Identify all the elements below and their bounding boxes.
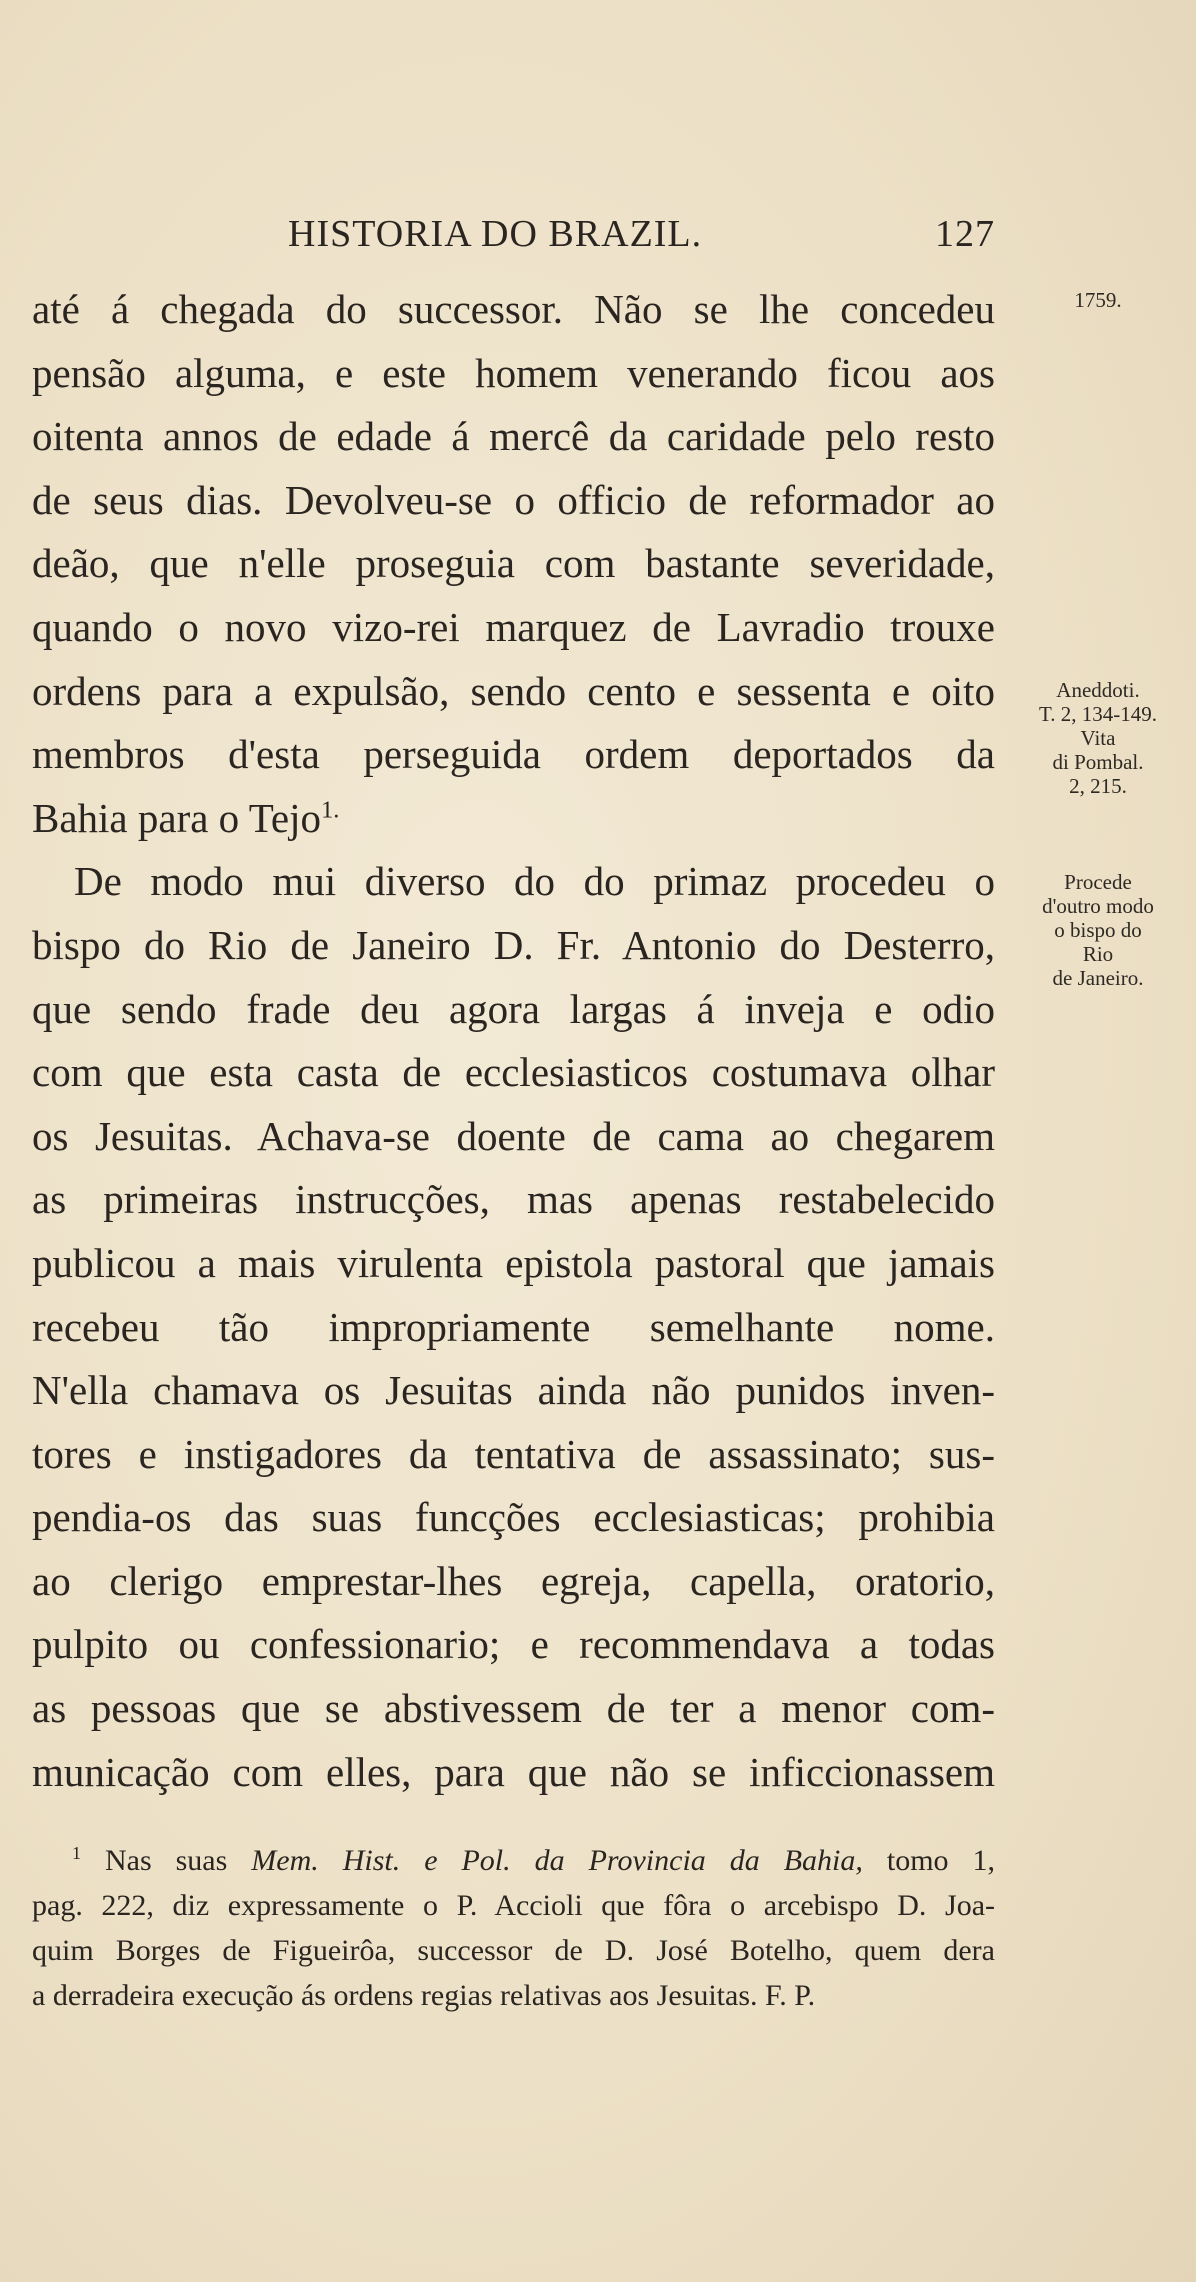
text-line: publicou a mais virulenta epistola pastoral que jamais [32,1239,995,1286]
text-line: pensão alguma, e este homem venerando ficou aos [32,349,995,396]
margin-line: d'outro modo [1042,894,1154,918]
running-header [260,212,995,262]
text-line: as pessoas que se abstivessem de ter a menor com- [32,1685,995,1732]
text-line: oitenta annos de edade á mercê da caridade pelo resto [32,413,995,460]
footnote-line: quim Borges de Figueirôa, successor de D. José Botelho, quem dera [32,1934,995,1967]
margin-line: di Pombal. [1052,750,1144,774]
text-line: pendia-os das suas funcções ecclesiasticas; prohibia [32,1494,995,1541]
main-text [32,278,995,1804]
margin-note-procede [1008,870,1188,990]
text-line: até á chegada do successor. Não se lhe concedeu [32,286,995,332]
margin-year: 1759. [1074,288,1122,312]
text-line: De modo mui diverso do do primaz procedeu o [74,858,995,905]
text-line: membros d'esta perseguida ordem deportados da [32,731,995,778]
margin-note-year [1008,288,1188,312]
footnote-line: pag. 222, diz expressamente o P. Accioli que fôra o arcebispo D. Joa- [32,1889,995,1922]
text-line: que sendo frade deu agora largas á inveja e odio [32,985,995,1032]
page-number: 127 [935,213,995,255]
text-line: as primeiras instrucções, mas apenas restabelecido [32,1176,995,1223]
margin-line: Vita [1080,726,1116,750]
footnote-fragment: tomo 1, [862,1844,996,1877]
text-line: com que esta casta de ecclesiasticos costumava olhar [32,1049,995,1096]
text-line-last-paragraph1 [32,787,995,851]
header-title: HISTORIA DO BRAZIL. [288,213,703,255]
text-line: tores e instigadores da tentativa de assassinato; sus- [32,1430,995,1477]
footnote-line: a derradeira execução ás ordens regias relativas aos Jesuitas. F. P. [32,1979,816,2012]
margin-line: Aneddoti. [1056,678,1140,702]
text-line: bispo do Rio de Janeiro D. Fr. Antonio do Desterro, [32,921,995,968]
margin-line: Procede [1064,870,1132,894]
footnote-line [32,1838,995,1883]
text-line: municação com elles, para que não se inficcionassem [32,1748,995,1795]
footnote-block [32,1838,995,2018]
text-line: ordens para a expulsão, sendo cento e sessenta e oito [32,667,995,714]
text-line: pulpito ou confessionario; e recommendava a todas [32,1621,995,1668]
footnote-title: Mem. Hist. e Pol. da Provincia da Bahia, [251,1844,863,1877]
margin-line: Rio [1082,942,1114,966]
text-line: N'ella chamava os Jesuitas ainda não punidos inven- [32,1367,995,1414]
margin-note-aneddoti [1008,678,1188,798]
margin-line: T. 2, 134-149. [1038,702,1157,726]
footnote-reference: 1. [320,796,340,824]
footnote-fragment: Nas suas [104,1844,252,1877]
text-line: quando o novo vizo-rei marquez de Lavradio trouxe [32,603,995,650]
text-line: recebeu tão impropriamente semelhante nome. [32,1303,995,1350]
text-line: de seus dias. Devolveu-se o officio de reformador ao [32,476,995,523]
text-fragment: Bahia para o Tejo [32,794,321,841]
text-line: os Jesuitas. Achava-se doente de cama ao chegarem [32,1112,995,1159]
footnote-marker: 1 [72,1843,81,1863]
text-line: ao clerigo emprestar-lhes egreja, capella, oratorio, [32,1557,995,1604]
margin-line: 2, 215. [1069,774,1127,798]
margin-line: o bispo do [1054,918,1142,942]
margin-line: de Janeiro. [1052,966,1144,990]
text-line: deão, que n'elle proseguia com bastante severidade, [32,540,995,587]
